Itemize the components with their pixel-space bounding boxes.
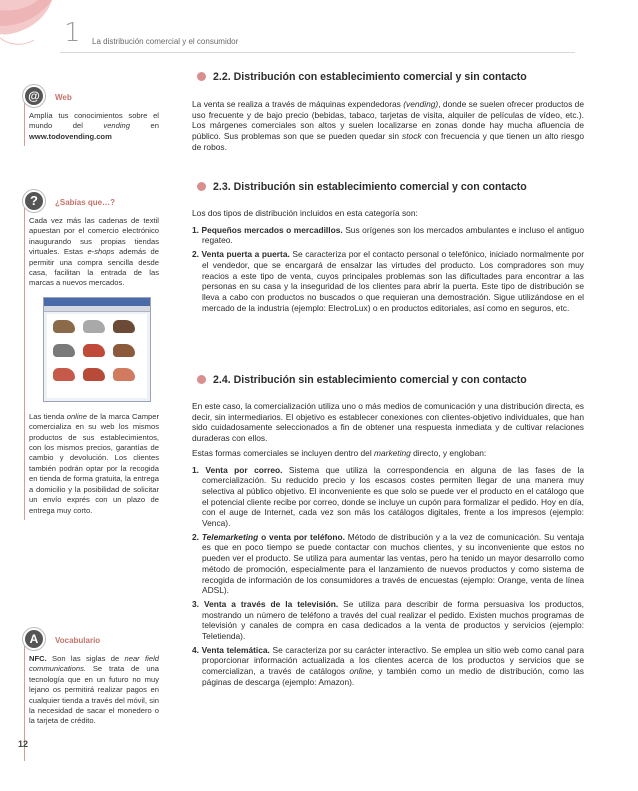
web-sidebar-card — [24, 91, 161, 146]
section-2-4-heading: 2.4. Distribución sin establecimiento comercial y con contacto — [197, 374, 527, 386]
at-icon: @ — [23, 85, 45, 107]
shoe-product-image — [53, 368, 75, 381]
section-2-2-heading: 2.2. Distribución con establecimiento comercial y sin contacto — [197, 71, 527, 83]
shoe-product-image — [83, 368, 105, 381]
header-divider — [60, 52, 575, 53]
section-bullet-icon — [197, 182, 206, 191]
shoe-product-image — [113, 368, 135, 381]
shoe-product-image — [83, 320, 105, 333]
shoe-product-image — [83, 344, 105, 357]
list-item: 2. Telemarketing o venta por teléfono. Método de distribución y a la vez de comunicación. Su ventaja es que en poco tiempo se puede contactar con muchos clientes, y su inconveniente que estos no pueden ver el producto. Se utiliza para aumentar las ventas, pero ha tenido un mayor desarrollo como método de promoción, especialmente para el lanzamiento de nuevos productos y como sistema de recogida de información de los consumidores a través de encuestas (ejemplo: Orange, venta de línea ADSL). — [192, 531, 585, 596]
vocabulario-sidebar-card — [24, 634, 161, 731]
section-bullet-icon — [197, 72, 206, 81]
chapter-number: 1 — [64, 18, 81, 48]
browser-titlebar — [44, 298, 150, 306]
web-text: Amplía tus conocimientos sobre el mundo del vending en www.todovending.com — [29, 111, 159, 141]
sabias-sidebar-card — [24, 193, 161, 520]
vocabulario-text: NFC. Son las siglas de near field communications. Se trata de una tecnología que en un futuro no muy lejano os permitirá realizar pagos en cualquier tienda a través del móvil, sin la necesidad de sacar el monedero o la tarjeta de crédito. — [29, 654, 159, 726]
question-icon: ? — [23, 190, 45, 212]
section-bullet-icon — [197, 375, 206, 384]
section-2-3-body — [192, 208, 584, 316]
section-2-2-body — [192, 99, 584, 157]
web-label: Web — [55, 93, 72, 102]
sabias-text: Cada vez más las cadenas de textil apuestan por el comercio electrónico inaugurando sus propias tiendas virtuales. Estas e-shops además de permitir una compra sencilla desde casa, facilitan la entrada de las marcas a nuevos mercados. — [29, 216, 159, 288]
sabias-label: ¿Sabías que…? — [55, 198, 116, 207]
list-item: 3. Venta a través de la televisión. Se utiliza para describir de forma persuasiva los productos, mostrando un número de teléfono a través del cual realizar el pedido. Existen muchos programas de televisión y canales de compra en casa dedicados a la venta de productos y servicios (ejemplo: Teletienda). — [192, 598, 584, 642]
shoe-product-image — [53, 344, 75, 357]
section-2-3-heading: 2.3. Distribución sin establecimiento comercial y con contacto — [197, 181, 527, 193]
a-icon: A — [23, 628, 45, 650]
browser-toolbar — [44, 306, 150, 312]
shoe-product-image — [53, 320, 75, 333]
vocabulario-label: Vocabulario — [55, 636, 101, 645]
list-item: 2. Venta puerta a puerta. Se caracteriza por el contacto personal o telefónico, iniciado normalmente por el vendedor, que se encargará de ensalzar las virtudes del producto. Los compradores son muy reacios a este tipo de venta, cuyos principales problemas son las dificultades para encontrar a las personas en su casa y la inseguridad de los clientes para abrir la puerta. Este tipo de distribución se lleva a cabo con productos no buscados o que requieran una demostración. Sigue utilizándose en el mercado de la industria (ejemplo: ElectroLux) o en productos editoriales, así como en seguros, etc. — [192, 249, 584, 313]
shoe-product-image — [113, 320, 135, 333]
todovending-link[interactable]: www.todovending.com — [29, 131, 112, 141]
camper-web-screenshot — [43, 297, 151, 402]
section-2-4-paragraph: Estas formas comerciales se incluyen dentro del marketing directo, y engloban: — [192, 447, 487, 458]
page-number: 12 — [18, 739, 29, 749]
camper-caption: Las tienda online de la marca Camper comercializa en su web los mismos productos de sus establecimientos, con los mismos precios, garantías de cambio y devolución. Los clientes también podrán optar por la recogida en tienda de forma gratuita, la entrega a domicilio y la posibilidad de solicitar un envío exprés con un plazo de entrega muy corto. — [29, 411, 160, 515]
section-2-3-intro: Los dos tipos de distribución incluidos en esta categoría son: — [192, 208, 418, 218]
list-item: 1. Pequeños mercados o mercadillos. Sus orígenes son los mercados ambulantes e incluso el antiguo regateo. — [192, 224, 585, 246]
section-2-4-paragraph: En este caso, la comercialización utiliza uno o más medios de comunicación y una distribución directa, es decir, sin intermediarios. El objetivo es establecer conexiones con clientes-objetivo individuales, que han sido cuidadosamente seleccionados a fin de obtener una respuesta inmediata y de cultivar relaciones duraderas con ellos. — [192, 401, 584, 444]
shoe-catalog — [47, 314, 147, 398]
list-item: 1. Venta por correo. Sistema que utiliza la correspondencia en alguna de las fases de la comercialización. Su reducido precio y los escasos costes permiten llegar de una manera muy selectiva al público objetivo. El inconveniente es que solo se puede ver el producto en el catálogo que el potencial cliente recibe por correo, donde se incluye un cupón para formalizar el pedido. Hoy en día, con el auge de Internet, cada vez son más los catálogos digitales, frente a los impresos (ejemplo: Venca). — [192, 464, 584, 529]
section-2-4-body — [192, 401, 584, 691]
list-item: 4. Venta telemática. Se caracteriza por su carácter interactivo. Se emplea un sitio web como canal para proporcionar información actualizada a los clientes acerca de los productos y servicios que se comercializan, a través de catálogos online, y también como un medio de distribución, como las páginas de descarga (ejemplo: Amazon). — [192, 644, 585, 687]
shoe-product-image — [113, 344, 135, 357]
section-2-2-paragraph: La venta se realiza a través de máquinas expendedoras (vending), donde se suelen ofrecer productos de uso frecuente y de bajo precio (bebidas, tabaco, tarjetas de visita, alquiler de películas de vídeo, etc.). Los márgenes comerciales son altos y suelen localizarse en zonas donde hay mucha afluencia de público. Sus problemas son que se pueden quedar sin stock con frecuencia y que tienen un alto riesgo de robos. — [192, 99, 584, 152]
chapter-title: La distribución comercial y el consumidor — [92, 37, 239, 46]
